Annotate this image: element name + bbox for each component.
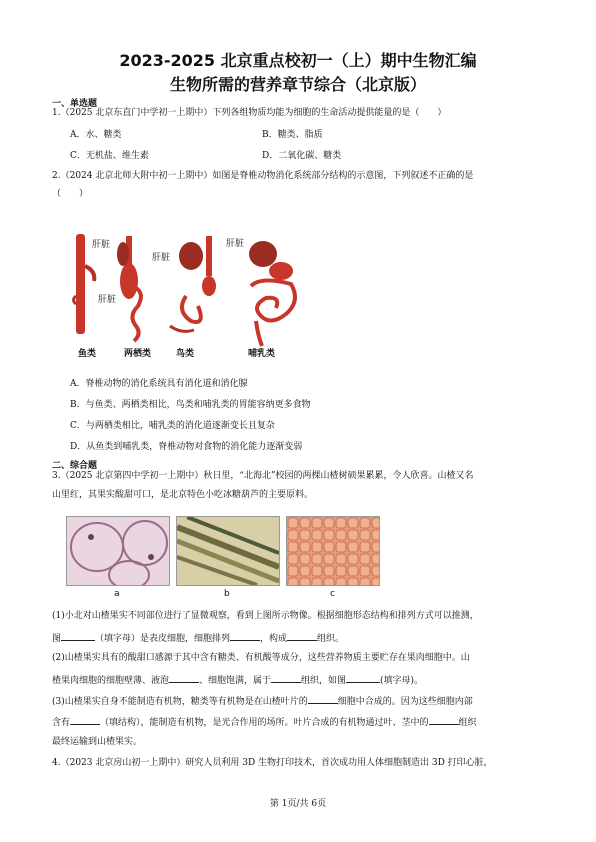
- answer-blank[interactable]: [169, 673, 199, 683]
- answer-blank[interactable]: [308, 694, 338, 704]
- page-title: 2023-2025 北京重点校初一（上）期中生物汇编: [119, 51, 477, 70]
- liver-label-fish-lower: 肝脏: [98, 295, 117, 305]
- label-mammal: 哺乳类: [248, 349, 276, 359]
- text: (3)山楂果实自身不能制造有机物，糖类等有机物是在山楂叶片的: [52, 697, 308, 707]
- answer-blank[interactable]: [346, 673, 380, 683]
- micrograph-a: [66, 516, 170, 586]
- page-footer: 第 1页/共 6页: [269, 799, 327, 809]
- q4-stem-line1: 4.（2023 北京房山初一上期中）研究人员利用 3D 生物打印技术，首次成功用人体细胞制造出 3D 打印心脏，: [52, 758, 493, 768]
- section-heading-single-choice: 一、单选题: [52, 99, 98, 109]
- text: 组织。: [317, 634, 345, 644]
- q1-stem: 1.（2025 北京东直门中学初一上期中）下列各组物质均能为细胞的生命活动提供能量的是（ ）: [52, 108, 447, 118]
- label-fish: 鱼类: [78, 349, 97, 359]
- micrograph-c-caption: c: [330, 589, 335, 599]
- label-bird: 鸟类: [176, 349, 195, 359]
- q2-option-d: D．从鱼类到哺乳类，脊椎动物对食物的消化能力逐渐变弱: [70, 442, 303, 452]
- text: 、细胞饱满，属于: [199, 676, 272, 686]
- q3-part1-line2: [52, 631, 552, 645]
- text: 组织: [458, 718, 477, 728]
- q1-option-c: C．无机盐、维生素: [70, 151, 149, 161]
- q3-stem-line1: 3.（2025 北京第四中学初一上期中）秋日里，“北海北”校园的两棵山楂树硕果累累，令人欣喜。山楂又名: [52, 471, 474, 481]
- q3-part3-line1: [52, 694, 552, 708]
- q2-stem-line1: 2.（2024 北京北师大附中初一上期中）如图是脊椎动物消化系统部分结构的示意图，下列叙述不正确的是: [52, 171, 474, 181]
- q2-stem-line2: （ ）: [52, 189, 89, 199]
- q1-option-d: D．二氧化碳、糖类: [262, 151, 342, 161]
- text: 细胞中合成的。因为这些细胞内部: [337, 697, 473, 707]
- q3-part3-line2: [52, 715, 552, 729]
- text: 图: [52, 634, 62, 644]
- q3-part2-line2: [52, 673, 552, 687]
- q2-option-c: C．与两栖类相比，哺乳类的消化道逐渐变长且复杂: [70, 421, 275, 431]
- q3-part2-line1: (2)山楂果实具有的酸甜口感源于其中含有糖类、有机酸等成分，这些营养物质主要贮存在果肉细胞中。山: [52, 653, 470, 663]
- text: 楂果肉细胞的细胞壁薄、液泡: [52, 676, 170, 686]
- q3-part3-line3: 最终运输到山楂果实。: [52, 737, 143, 747]
- q1-option-a: A．水、糖类: [70, 130, 122, 140]
- q2-option-b: B．与鱼类、两栖类相比，鸟类和哺乳类的胃能容纳更多食物: [70, 400, 311, 410]
- text: （填结构），能制造有机物，是光合作用的场所。叶片合成的有机物通过叶、茎中的: [100, 718, 429, 728]
- page-subtitle: 生物所需的营养章节综合（北京版）: [169, 75, 426, 94]
- text: （填字母）是表皮细胞，细胞排列: [95, 634, 231, 644]
- micrograph-a-caption: a: [114, 589, 120, 599]
- answer-blank[interactable]: [287, 631, 317, 641]
- liver-label-amphibian: 肝脏: [152, 253, 171, 263]
- text: ，构成: [260, 634, 288, 644]
- liver-label-mammal: 肝脏: [226, 239, 245, 249]
- amphibian-digestive-tract: [117, 236, 141, 341]
- section-heading-comprehensive: 二、综合题: [52, 461, 98, 471]
- answer-blank[interactable]: [70, 715, 100, 725]
- q2-option-a: A．脊椎动物的消化系统具有消化道和消化腺: [70, 379, 248, 389]
- text: (填字母)。: [380, 676, 424, 686]
- mammal-digestive-tract: [249, 241, 295, 346]
- q3-part1-line1: (1)小北对山楂果实不同部位进行了显微观察，看到上图所示物像。根据细胞形态结构和排列方式可以推测，: [52, 611, 479, 621]
- answer-blank[interactable]: [429, 715, 459, 725]
- answer-blank[interactable]: [271, 673, 301, 683]
- bird-digestive-tract: [170, 236, 216, 331]
- label-amphibian: 两栖类: [124, 349, 152, 359]
- text: 含有: [52, 718, 71, 728]
- liver-label-fish: 肝脏: [92, 240, 111, 250]
- answer-blank[interactable]: [230, 631, 260, 641]
- q3-stem-line2: 山里红，其果实酸甜可口，是北京特色小吃冰糖葫芦的主要原料。: [52, 490, 314, 500]
- q1-option-b: B．糖类、脂质: [262, 130, 323, 140]
- micrograph-b-caption: b: [224, 589, 230, 599]
- answer-blank[interactable]: [61, 631, 95, 641]
- micrograph-c: [286, 516, 380, 586]
- text: 组织，如图: [301, 676, 347, 686]
- micrograph-b: [176, 516, 280, 586]
